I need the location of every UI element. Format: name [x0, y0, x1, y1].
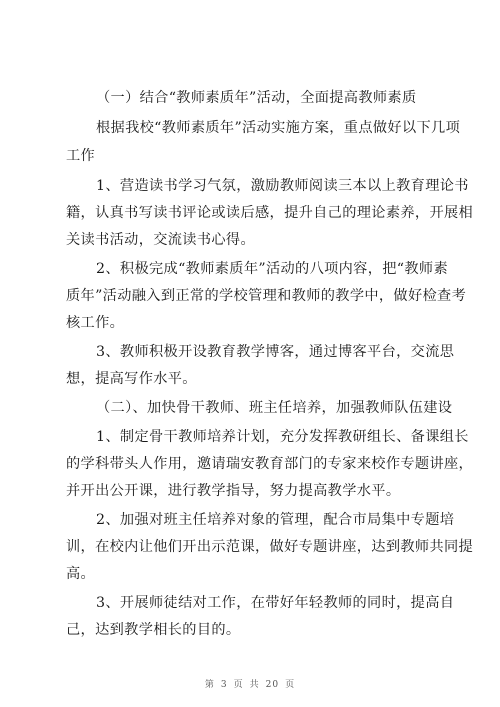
paragraph-line: 1、营造读书学习气氛，激励教师阅读三本以上教育理论书	[96, 178, 469, 194]
paragraph-line: 关读书活动，交流读书心得。	[66, 232, 255, 248]
paragraph-line: 2、加强对班主任培养对象的管理，配合市局集中专题培	[96, 512, 455, 528]
paragraph-line: 3、教师积极开设教育教学博客，通过博客平台，交流思	[96, 344, 455, 360]
paragraph-line: 2、积极完成“教师素质年”活动的八项内容，把“教师素	[96, 261, 449, 277]
total-pages-number: 20	[265, 680, 280, 690]
paragraph-line: 并开出公开课，进行教学指导，努力提高教学水平。	[66, 483, 401, 499]
total-label: 共	[249, 680, 260, 690]
page-label-suffix: 页	[285, 680, 296, 690]
section-heading-2: （二）、加快骨干教师、班主任培养，加强教师队伍建设	[96, 400, 453, 416]
paragraph-line: 高。	[66, 566, 96, 582]
paragraph-line: 3、开展师徒结对工作，在带好年轻教师的同时，提高自	[96, 595, 455, 611]
paragraph-line: 训，在校内让他们开出示范课，做好专题讲座，达到教师共同提	[66, 539, 474, 555]
paragraph-line: 1、制定骨干教师培养计划，充分发挥教研组长、备课组长	[96, 429, 469, 445]
paragraph-line: 想，提高写作水平。	[66, 371, 197, 387]
section-heading-1: （一）结合“教师素质年”活动，全面提高教师素质	[96, 90, 417, 106]
page-footer	[0, 677, 500, 690]
paragraph-line: 核工作。	[66, 315, 125, 331]
paragraph-line: 工作	[66, 148, 96, 164]
paragraph-line: 质年”活动融入到正常的学校管理和教师的教学中，做好检查考	[66, 288, 467, 304]
paragraph-line: 己，达到教学相长的目的。	[66, 622, 241, 638]
paragraph-line: 的学科带头人作用，邀请瑞安教育部门的专家来校作专题讲座，	[66, 456, 474, 472]
paragraph-line: 籍，认真书写读书评论或读后感，提升自己的理论素养，开展相	[66, 205, 474, 221]
current-page-number: 3	[220, 680, 228, 690]
paragraph-line: 根据我校“教师素质年”活动实施方案，重点做好以下几项	[96, 120, 461, 136]
page-label-prefix: 第	[204, 680, 215, 690]
page-label-mid: 页	[233, 680, 244, 690]
